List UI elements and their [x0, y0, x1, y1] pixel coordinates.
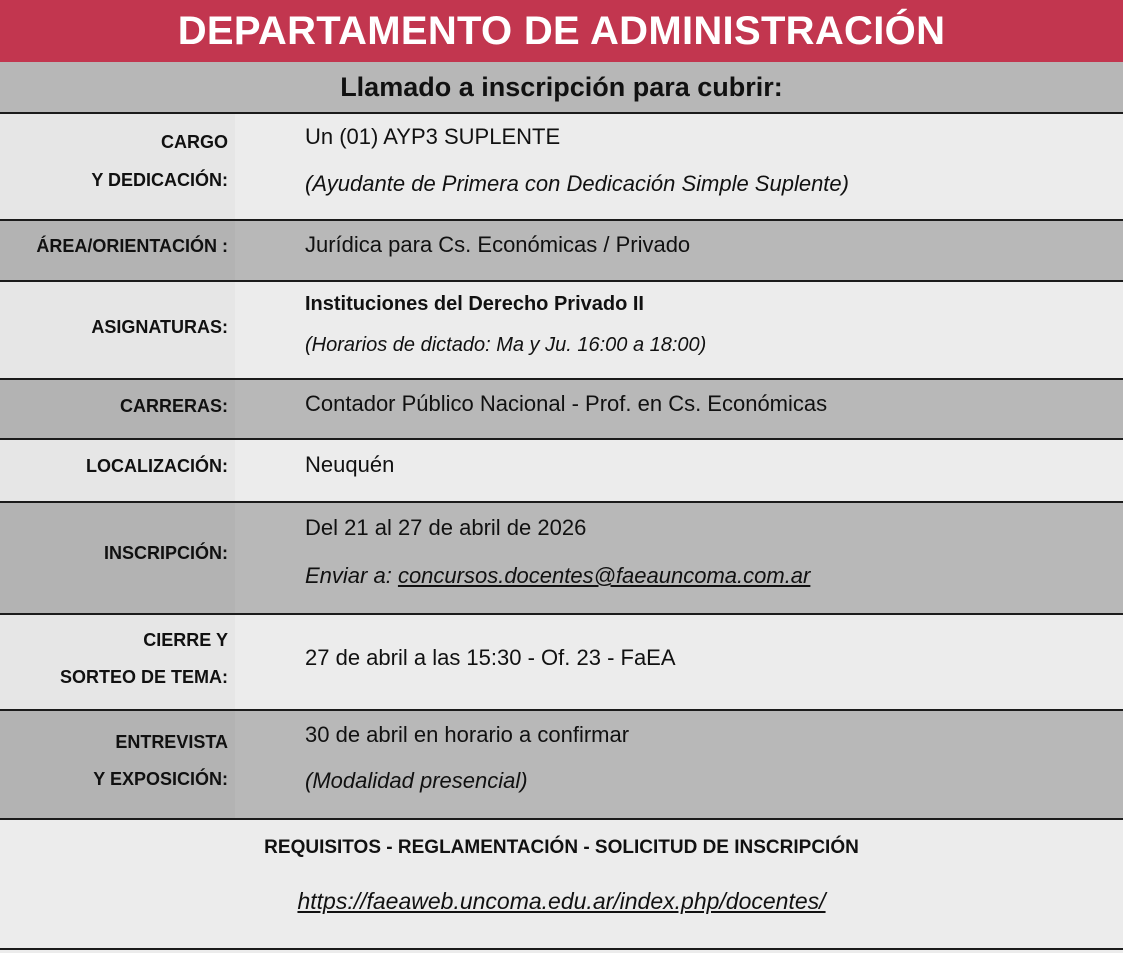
row-asignaturas	[0, 282, 1123, 378]
footer-section	[0, 820, 1123, 948]
email-link[interactable]: concursos.docentes@faeauncoma.com.ar	[397, 563, 811, 588]
row-label-cell	[0, 503, 235, 613]
entrevista-value: 30 de abril en horario a confirmar	[305, 722, 630, 747]
localizacion-label: LOCALIZACIÓN:	[86, 456, 228, 476]
inscripcion-label: INSCRIPCIÓN:	[103, 543, 228, 563]
cargo-label-line-1: CARGO	[161, 132, 228, 152]
requirements-heading: REQUISITOS - REGLAMENTACIÓN - SOLICITUD DE INSCRIPCIÓN	[264, 837, 859, 858]
docentes-link[interactable]: https://faeaweb.uncoma.edu.ar/index.php/docentes/	[297, 888, 826, 914]
cierre-value: 27 de abril a las 15:30 - Of. 23 - FaEA	[305, 645, 676, 670]
department-title: DEPARTAMENTO DE ADMINISTRACIÓN	[177, 8, 946, 53]
row-inscripcion	[0, 503, 1123, 613]
row-label-cell	[0, 615, 235, 709]
row-label-cell	[0, 380, 235, 438]
row-cargo	[0, 114, 1123, 219]
inscripcion-value: Del 21 al 27 de abril de 2026	[305, 515, 587, 540]
inscripcion-send	[305, 565, 810, 587]
row-label-cell	[0, 282, 235, 378]
send-prefix: Enviar a:	[305, 563, 398, 588]
call-subtitle: Llamado a inscripción para cubrir:	[340, 71, 783, 102]
carreras-label: CARRERAS:	[120, 396, 228, 416]
asignaturas-label: ASIGNATURAS:	[91, 317, 228, 337]
row-cierre	[0, 615, 1123, 709]
cierre-label-line-1: CIERRE Y	[143, 630, 228, 650]
entrevista-label-line-1: ENTREVISTA	[115, 732, 228, 752]
row-area	[0, 221, 1123, 280]
entrevista-label-line-2: Y EXPOSICIÓN:	[93, 769, 228, 789]
cargo-detail: (Ayudante de Primera con Dedicación Simple Suplente)	[305, 171, 849, 196]
cierre-label-line-2: SORTEO DE TEMA:	[59, 667, 228, 687]
divider	[0, 948, 1123, 950]
row-carreras	[0, 380, 1123, 438]
row-label-cell	[0, 711, 235, 818]
area-value: Jurídica para Cs. Económicas / Privado	[305, 232, 691, 257]
department-banner	[0, 0, 1123, 62]
row-localizacion	[0, 440, 1123, 501]
carreras-value: Contador Público Nacional - Prof. en Cs. Económicas	[305, 391, 828, 416]
localizacion-value: Neuquén	[305, 452, 395, 477]
row-entrevista	[0, 711, 1123, 818]
asignaturas-detail: (Horarios de dictado: Ma y Ju. 16:00 a 18:00)	[305, 334, 707, 356]
row-label-cell	[0, 221, 235, 280]
entrevista-detail: (Modalidad presencial)	[305, 768, 528, 793]
call-subtitle-band	[0, 62, 1123, 112]
area-label: ÁREA/ORIENTACIÓN :	[36, 236, 228, 256]
asignaturas-value: Instituciones del Derecho Privado II	[305, 293, 644, 315]
row-label-cell	[0, 114, 235, 219]
cargo-label-line-2: Y DEDICACIÓN:	[91, 170, 228, 190]
cargo-value: Un (01) AYP3 SUPLENTE	[305, 124, 561, 149]
row-label-cell	[0, 440, 235, 501]
